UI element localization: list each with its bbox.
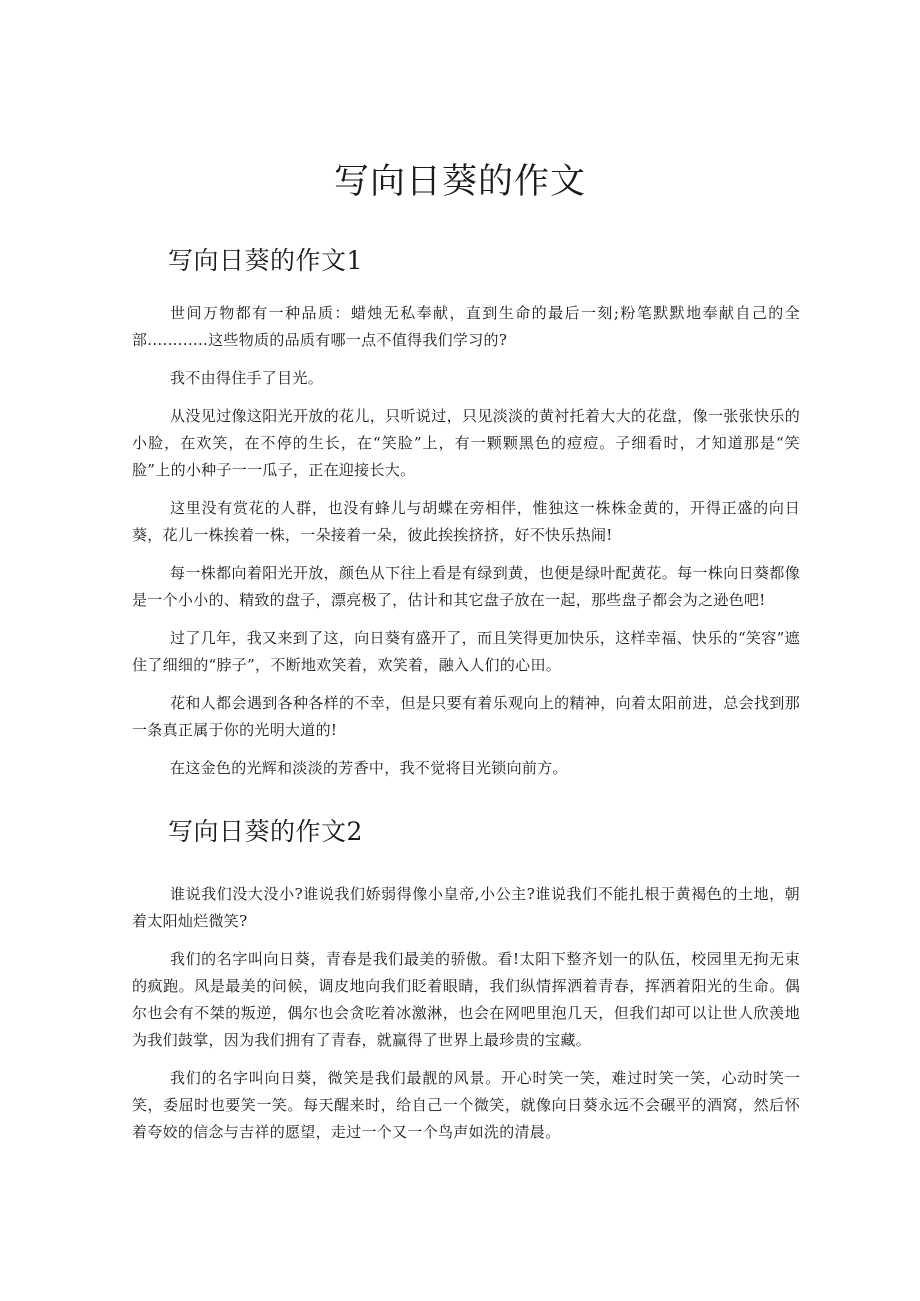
- paragraph: 我不由得住手了目光。: [170, 369, 324, 387]
- paragraph: 谁说我们没大没小?谁说我们娇弱得像小皇帝,小公主?谁说我们不能扎根于黄褐色的土地，朝着太阳灿烂微笑?: [132, 885, 800, 930]
- paragraph: 每一株都向着阳光开放，颜色从下往上看是有绿到黄，也便是绿叶配黄花。每一株向日葵都像是一个小小的、精致的盘子，漂亮极了，估计和其它盘子放在一起，那些盘子都会为之逊色吧!: [132, 564, 800, 609]
- section-heading: 写向日葵的作文1: [168, 246, 363, 275]
- paragraph: 花和人都会遇到各种各样的不幸，但是只要有着乐观向上的精神，向着太阳前进，总会找到那一条真正属于你的光明大道的!: [132, 694, 800, 739]
- essay-section-2: [132, 815, 800, 1146]
- paragraph: 我们的名字叫向日葵，微笑是我们最靓的风景。开心时笑一笑，难过时笑一笑，心动时笑一笑，委屈时也要笑一笑。每天醒来时，给自己一个微笑，就像向日葵永远不会碾平的酒窝，然后怀着夸姣的信念与吉祥的愿望，走过一个又一个鸟声如洗的清晨。: [132, 1069, 800, 1141]
- paragraph: 这里没有赏花的人群，也没有蜂儿与胡蝶在旁相伴，惟独这一株株金黄的，开得正盛的向日葵，花儿一株挨着一株，一朵接着一朵，彼此挨挨挤挤，好不快乐热闹!: [132, 499, 800, 544]
- paragraph: 过了几年，我又来到了这，向日葵有盛开了，而且笑得更加快乐，这样幸福、快乐的“笑容”遮住了细细的“脖子”，不断地欢笑着，欢笑着，融入人们的心田。: [132, 629, 800, 674]
- paragraph: 我们的名字叫向日葵，青春是我们最美的骄傲。看!太阳下整齐划一的队伍，校园里无拘无束的疯跑。风是最美的问候，调皮地向我们眨着眼睛，我们纵情挥洒着青春，挥洒着阳光的生命。偶尔也会有不桀的叛逆，偶尔也会贪吃着冰激淋，也会在网吧里泡几天，但我们却可以让世人欣羡地为我们鼓掌，因为我们拥有了青春，就赢得了世界上最珍贵的宝藏。: [132, 950, 800, 1049]
- document-title: 写向日葵的作文: [333, 162, 586, 202]
- paragraph: 在这金色的光辉和淡淡的芳香中，我不觉将目光锁向前方。: [170, 759, 568, 777]
- paragraph: 世间万物都有一种品质：蜡烛无私奉献，直到生命的最后一刻;粉笔默默地奉献自己的全部............这些物质的品质有哪一点不值得我们学习的?: [132, 304, 800, 349]
- essay-section-1: [132, 244, 800, 782]
- paragraph: 从没见过像这阳光开放的花儿，只听说过，只见淡淡的黄衬托着大大的花盘，像一张张快乐的小脸，在欢笑，在不停的生长，在“笑脸”上，有一颗颗黑色的痘痘。子细看时，才知道那是“笑脸”上的小种子一一瓜子，正在迎接长大。: [132, 407, 800, 479]
- section-heading: 写向日葵的作文2: [168, 817, 363, 846]
